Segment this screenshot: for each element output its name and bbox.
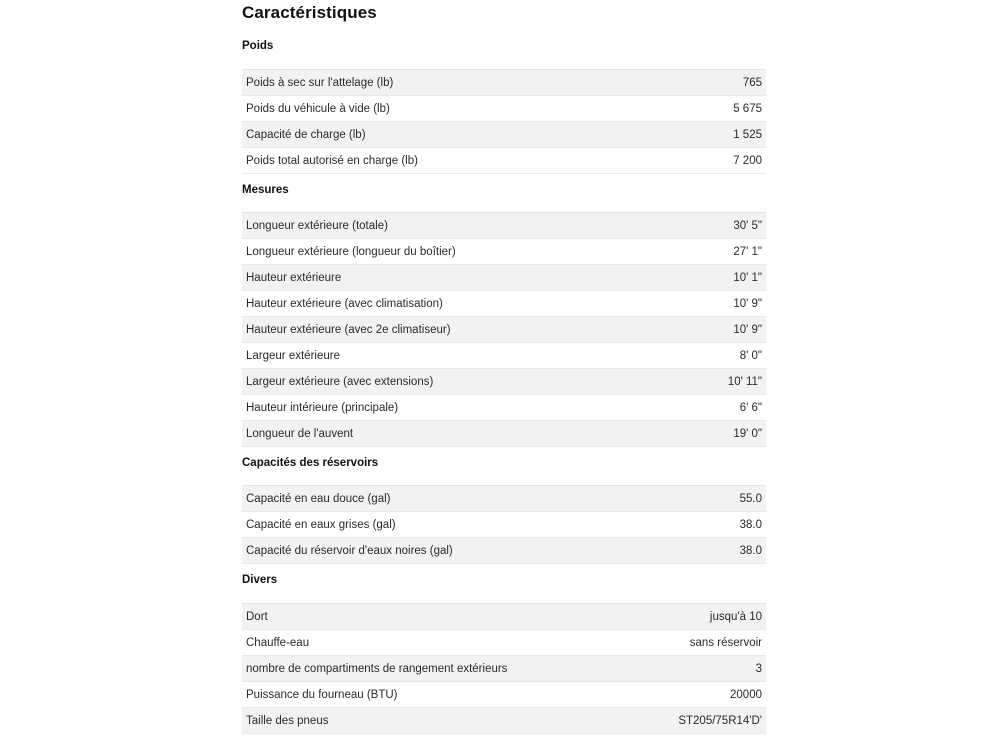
table-row (242, 486, 766, 512)
row-label: Dort (246, 610, 268, 623)
row-label: Hauteur extérieure (avec 2e climatiseur) (246, 323, 451, 336)
row-value: 27' 1" (733, 245, 762, 258)
row-label: Longueur extérieure (totale) (246, 219, 388, 232)
row-value: 38.0 (739, 544, 762, 557)
row-value: 10' 11" (727, 375, 762, 388)
row-value: 20000 (730, 688, 762, 701)
row-value: 7 200 (733, 154, 762, 167)
section-title-mesures: Mesures (242, 184, 289, 196)
row-value: 1 525 (733, 128, 762, 141)
row-value: 55.0 (739, 492, 762, 505)
table-row (242, 395, 766, 421)
spec-table-mesures (242, 212, 766, 447)
row-value: 30' 5" (733, 219, 762, 232)
row-value: 10' 9" (733, 323, 762, 336)
table-row (242, 343, 766, 369)
row-label: Largeur extérieure (246, 349, 340, 362)
row-value: 38.0 (739, 518, 762, 531)
table-row (242, 512, 766, 538)
row-label: Puissance du fourneau (BTU) (246, 688, 398, 701)
spec-table-divers (242, 603, 766, 734)
row-value: jusqu'à 10 (709, 610, 762, 623)
row-label: Hauteur extérieure (avec climatisation) (246, 297, 443, 310)
table-row (242, 604, 766, 630)
table-row (242, 70, 766, 96)
table-row (242, 148, 766, 174)
row-value: 10' 1" (733, 271, 762, 284)
table-row (242, 122, 766, 148)
table-row (242, 96, 766, 122)
section-title-reservoirs: Capacités des réservoirs (242, 457, 379, 469)
table-row (242, 369, 766, 395)
spec-table-reservoirs (242, 485, 766, 564)
row-label: Hauteur intérieure (principale) (246, 401, 399, 414)
row-label: nombre de compartiments de rangement extérieurs (246, 662, 508, 675)
row-label: Capacité du réservoir d'eaux noires (gal) (246, 544, 453, 557)
row-label: Poids total autorisé en charge (lb) (246, 154, 418, 167)
row-label: Longueur extérieure (longueur du boîtier) (246, 245, 456, 258)
section-title-poids: Poids (242, 40, 274, 52)
row-label: Largeur extérieure (avec extensions) (246, 375, 434, 388)
row-label: Poids à sec sur l'attelage (lb) (246, 76, 394, 89)
spec-table-poids (242, 69, 766, 174)
row-value: 19' 0" (733, 427, 762, 440)
row-label: Capacité en eaux grises (gal) (246, 518, 396, 531)
row-label: Capacité en eau douce (gal) (246, 492, 391, 505)
row-value: 3 (755, 662, 762, 675)
row-value: sans réservoir (689, 636, 762, 649)
table-row (242, 682, 766, 708)
table-row (242, 538, 766, 564)
row-label: Longueur de l'auvent (246, 427, 354, 440)
row-value: 8' 0" (739, 349, 762, 362)
row-label: Chauffe-eau (246, 636, 310, 649)
page-title: Caractéristiques (242, 3, 377, 22)
table-row (242, 291, 766, 317)
table-row (242, 630, 766, 656)
row-label: Hauteur extérieure (246, 271, 342, 284)
row-value: 6' 6" (739, 401, 762, 414)
table-row (242, 317, 766, 343)
row-label: Poids du véhicule à vide (lb) (246, 102, 390, 115)
table-row (242, 239, 766, 265)
table-row (242, 265, 766, 291)
row-value: 10' 9" (733, 297, 762, 310)
table-row (242, 213, 766, 239)
table-row (242, 708, 766, 734)
row-value: ST205/75R14'D' (678, 714, 762, 727)
row-value: 5 675 (733, 102, 762, 115)
row-label: Taille des pneus (246, 714, 329, 727)
table-row (242, 421, 766, 447)
section-title-divers: Divers (242, 574, 278, 586)
table-row (242, 656, 766, 682)
row-value: 765 (742, 76, 762, 89)
row-label: Capacité de charge (lb) (246, 128, 366, 141)
